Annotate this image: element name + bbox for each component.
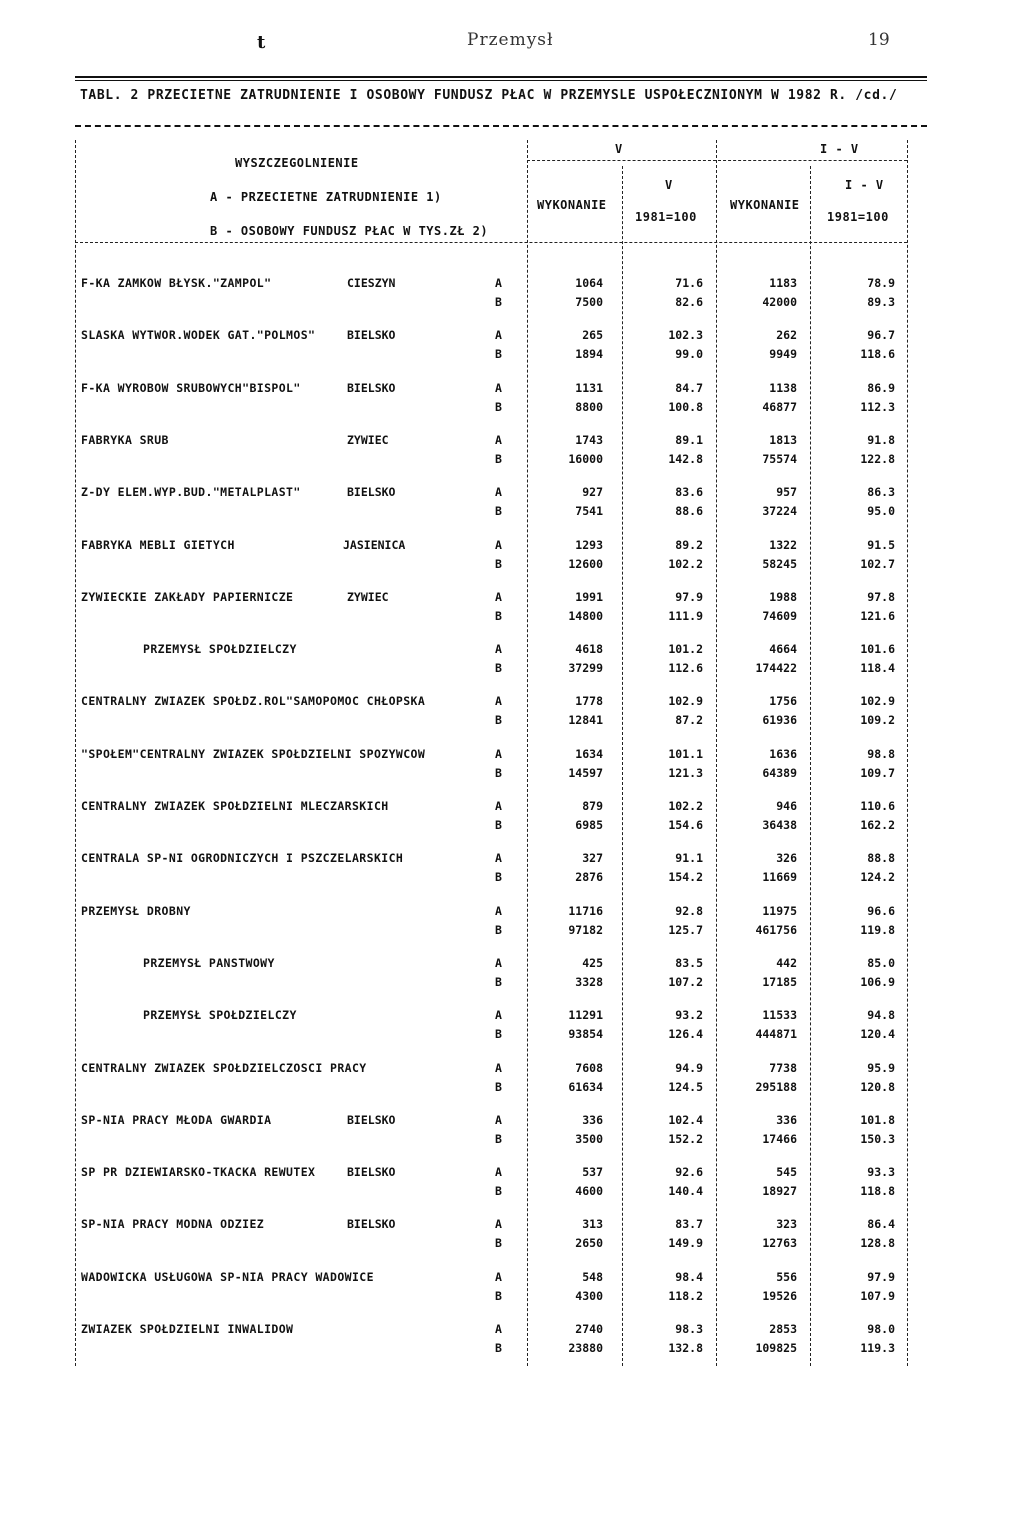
- cell-a: 93.3: [867, 1165, 895, 1179]
- cell-b: 99.0: [675, 347, 703, 361]
- row-label: PRZEMYSŁ SPOŁDZIELCZY: [143, 642, 297, 656]
- cell-a: 91.1: [675, 851, 703, 865]
- cell-b: 7541: [575, 504, 603, 518]
- cell-b: 152.2: [668, 1132, 703, 1146]
- cell-a: 101.2: [668, 642, 703, 656]
- row-key-b: B: [495, 923, 502, 937]
- cell-b: 87.2: [675, 713, 703, 727]
- cell-b: 124.2: [860, 870, 895, 884]
- cell-b: 97182: [568, 923, 603, 937]
- row-key-a: A: [495, 276, 502, 290]
- cell-b: 102.7: [860, 557, 895, 571]
- cell-b: 140.4: [668, 1184, 703, 1198]
- page-header-title: Przemysł: [467, 30, 554, 50]
- cell-a: 78.9: [867, 276, 895, 290]
- row-key-a: A: [495, 1061, 502, 1075]
- column-divider: [622, 166, 623, 1366]
- cell-a: 92.8: [675, 904, 703, 918]
- title-rule: [75, 125, 927, 127]
- cell-a: 98.8: [867, 747, 895, 761]
- cell-b: 14597: [568, 766, 603, 780]
- cell-a: 1991: [575, 590, 603, 604]
- table-title: TABL. 2 PRZECIETNE ZATRUDNIENIE I OSOBOWY FUNDUSZ PŁAC W PRZEMYSLE USPOŁECZNIONYM W 1982 R. /cd./: [80, 88, 898, 103]
- cell-b: 132.8: [668, 1341, 703, 1355]
- cell-b: 95.0: [867, 504, 895, 518]
- cell-a: 98.3: [675, 1322, 703, 1336]
- cell-b: 118.2: [668, 1289, 703, 1303]
- cell-b: 46877: [762, 400, 797, 414]
- cell-a: 1988: [769, 590, 797, 604]
- cell-a: 94.9: [675, 1061, 703, 1075]
- row-label: FABRYKA MEBLI GIETYCH: [81, 538, 235, 552]
- row-location: JASIENICA: [343, 538, 406, 552]
- row-key-b: B: [495, 818, 502, 832]
- cell-b: 121.3: [668, 766, 703, 780]
- row-label: PRZEMYSŁ SPOŁDZIELCZY: [143, 1008, 297, 1022]
- cell-a: 102.9: [860, 694, 895, 708]
- cell-b: 75574: [762, 452, 797, 466]
- row-key-b: B: [495, 609, 502, 623]
- cell-a: 83.6: [675, 485, 703, 499]
- cell-b: 88.6: [675, 504, 703, 518]
- row-location: BIELSKO: [347, 485, 396, 499]
- row-key-a: A: [495, 1113, 502, 1127]
- cell-b: 3500: [575, 1132, 603, 1146]
- cell-b: 2876: [575, 870, 603, 884]
- cell-a: 83.7: [675, 1217, 703, 1231]
- header-rule: [75, 242, 907, 243]
- cell-b: 162.2: [860, 818, 895, 832]
- row-location: ZYWIEC: [347, 590, 389, 604]
- cell-a: 101.1: [668, 747, 703, 761]
- row-label: FABRYKA SRUB: [81, 433, 169, 447]
- cell-a: 265: [582, 328, 603, 342]
- cell-a: 1813: [769, 433, 797, 447]
- row-key-a: A: [495, 1008, 502, 1022]
- cell-b: 154.2: [668, 870, 703, 884]
- cell-a: 91.5: [867, 538, 895, 552]
- row-key-b: B: [495, 452, 502, 466]
- cell-b: 89.3: [867, 295, 895, 309]
- cell-b: 17185: [762, 975, 797, 989]
- cell-b: 23880: [568, 1341, 603, 1355]
- row-location: BIELSKO: [347, 328, 396, 342]
- cell-a: 97.8: [867, 590, 895, 604]
- cell-a: 84.7: [675, 381, 703, 395]
- row-label: "SPOŁEM"CENTRALNY ZWIAZEK SPOŁDZIELNI SPOZYWCOW: [81, 747, 426, 761]
- cell-a: 336: [776, 1113, 797, 1127]
- cell-b: 126.4: [668, 1027, 703, 1041]
- cell-b: 174422: [755, 661, 797, 675]
- row-label: SP PR DZIEWIARSKO-TKACKA REWUTEX: [81, 1165, 316, 1179]
- row-key-b: B: [495, 1027, 502, 1041]
- row-label: WADOWICKA USŁUGOWA SP-NIA PRACY WADOWICE: [81, 1270, 374, 1284]
- cell-a: 1064: [575, 276, 603, 290]
- row-key-a: A: [495, 328, 502, 342]
- cell-a: 4664: [769, 642, 797, 656]
- cell-a: 97.9: [675, 590, 703, 604]
- row-key-a: A: [495, 433, 502, 447]
- cell-b: 118.4: [860, 661, 895, 675]
- row-label: CENTRALNY ZWIAZEK SPOŁDZ.ROL"SAMOPOMOC CHŁOPSKA: [81, 694, 426, 708]
- cell-b: 154.6: [668, 818, 703, 832]
- cell-a: 946: [776, 799, 797, 813]
- cell-a: 1293: [575, 538, 603, 552]
- header-wykonanie: WYKONANIE: [537, 198, 607, 212]
- row-key-b: B: [495, 1341, 502, 1355]
- cell-a: 262: [776, 328, 797, 342]
- row-key-a: A: [495, 1270, 502, 1284]
- row-label: SP-NIA PRACY MŁODA GWARDIA: [81, 1113, 272, 1127]
- cell-a: 97.9: [867, 1270, 895, 1284]
- cell-a: 1756: [769, 694, 797, 708]
- cell-a: 1138: [769, 381, 797, 395]
- sub-header-i-v: I - V: [845, 178, 884, 192]
- cell-a: 336: [582, 1113, 603, 1127]
- page-mark: t: [257, 32, 266, 53]
- row-location: ZYWIEC: [347, 433, 389, 447]
- cell-a: 101.8: [860, 1113, 895, 1127]
- cell-b: 17466: [762, 1132, 797, 1146]
- row-label: CENTRALA SP-NI OGRODNICZYCH I PSZCZELARSKICH: [81, 851, 404, 865]
- cell-a: 86.9: [867, 381, 895, 395]
- row-key-b: B: [495, 400, 502, 414]
- cell-a: 102.3: [668, 328, 703, 342]
- cell-b: 37224: [762, 504, 797, 518]
- cell-a: 11716: [568, 904, 603, 918]
- row-key-b: B: [495, 870, 502, 884]
- cell-a: 101.6: [860, 642, 895, 656]
- cell-b: 18927: [762, 1184, 797, 1198]
- top-rule-thin: [75, 80, 927, 81]
- cell-a: 7738: [769, 1061, 797, 1075]
- cell-a: 96.7: [867, 328, 895, 342]
- cell-a: 442: [776, 956, 797, 970]
- cell-a: 89.2: [675, 538, 703, 552]
- cell-a: 98.4: [675, 1270, 703, 1284]
- sub-header-v: V: [665, 178, 673, 192]
- row-label: F-KA WYROBOW SRUBOWYCH"BISPOL": [81, 381, 301, 395]
- stub-title: WYSZCZEGOLNIENIE: [235, 156, 359, 170]
- cell-a: 548: [582, 1270, 603, 1284]
- cell-b: 106.9: [860, 975, 895, 989]
- cell-a: 110.6: [860, 799, 895, 813]
- cell-a: 86.3: [867, 485, 895, 499]
- row-key-a: A: [495, 1322, 502, 1336]
- cell-b: 8800: [575, 400, 603, 414]
- row-label: Z-DY ELEM.WYP.BUD."METALPLAST": [81, 485, 301, 499]
- row-location: BIELSKO: [347, 1217, 396, 1231]
- cell-b: 142.8: [668, 452, 703, 466]
- cell-a: 1183: [769, 276, 797, 290]
- cell-a: 89.1: [675, 433, 703, 447]
- cell-b: 118.6: [860, 347, 895, 361]
- cell-b: 112.3: [860, 400, 895, 414]
- row-key-b: B: [495, 347, 502, 361]
- row-key-b: B: [495, 504, 502, 518]
- column-divider: [716, 140, 717, 1366]
- cell-a: 1778: [575, 694, 603, 708]
- cell-a: 879: [582, 799, 603, 813]
- cell-b: 11669: [762, 870, 797, 884]
- cell-b: 102.2: [668, 557, 703, 571]
- cell-a: 1131: [575, 381, 603, 395]
- column-divider: [527, 140, 528, 1366]
- cell-b: 444871: [755, 1027, 797, 1041]
- cell-b: 12841: [568, 713, 603, 727]
- cell-a: 1634: [575, 747, 603, 761]
- row-label: SP-NIA PRACY MODNA ODZIEZ: [81, 1217, 265, 1231]
- cell-b: 64389: [762, 766, 797, 780]
- row-label: F-KA ZAMKOW BŁYSK."ZAMPOL": [81, 276, 272, 290]
- cell-a: 1636: [769, 747, 797, 761]
- cell-b: 112.6: [668, 661, 703, 675]
- cell-a: 1743: [575, 433, 603, 447]
- cell-b: 7500: [575, 295, 603, 309]
- cell-a: 83.5: [675, 956, 703, 970]
- cell-b: 82.6: [675, 295, 703, 309]
- cell-b: 128.8: [860, 1236, 895, 1250]
- row-key-a: A: [495, 799, 502, 813]
- cell-a: 323: [776, 1217, 797, 1231]
- cell-a: 537: [582, 1165, 603, 1179]
- cell-a: 2853: [769, 1322, 797, 1336]
- cell-a: 327: [582, 851, 603, 865]
- cell-a: 86.4: [867, 1217, 895, 1231]
- cell-b: 74609: [762, 609, 797, 623]
- header-index: 1981=100: [827, 210, 889, 224]
- cell-a: 94.8: [867, 1008, 895, 1022]
- cell-a: 102.9: [668, 694, 703, 708]
- cell-b: 109.2: [860, 713, 895, 727]
- cell-a: 71.6: [675, 276, 703, 290]
- column-divider: [810, 166, 811, 1366]
- group-header-v: V: [615, 142, 623, 156]
- cell-b: 12763: [762, 1236, 797, 1250]
- cell-a: 102.4: [668, 1113, 703, 1127]
- cell-a: 545: [776, 1165, 797, 1179]
- cell-b: 2650: [575, 1236, 603, 1250]
- cell-b: 295188: [755, 1080, 797, 1094]
- cell-b: 93854: [568, 1027, 603, 1041]
- row-key-b: B: [495, 1080, 502, 1094]
- row-location: BIELSKO: [347, 381, 396, 395]
- row-location: CIESZYN: [347, 276, 396, 290]
- cell-b: 122.8: [860, 452, 895, 466]
- row-key-b: B: [495, 295, 502, 309]
- row-key-a: A: [495, 538, 502, 552]
- group-header-i-v: I - V: [820, 142, 859, 156]
- row-key-b: B: [495, 766, 502, 780]
- row-key-b: B: [495, 661, 502, 675]
- cell-a: 425: [582, 956, 603, 970]
- row-key-b: B: [495, 1236, 502, 1250]
- row-key-a: A: [495, 904, 502, 918]
- cell-b: 111.9: [668, 609, 703, 623]
- row-key-a: A: [495, 1165, 502, 1179]
- row-label: PRZEMYSŁ PANSTWOWY: [143, 956, 275, 970]
- table-border-left: [75, 140, 76, 1366]
- cell-a: 2740: [575, 1322, 603, 1336]
- cell-a: 98.0: [867, 1322, 895, 1336]
- cell-a: 96.6: [867, 904, 895, 918]
- cell-a: 957: [776, 485, 797, 499]
- cell-a: 11533: [762, 1008, 797, 1022]
- cell-b: 119.3: [860, 1341, 895, 1355]
- cell-b: 120.8: [860, 1080, 895, 1094]
- row-label: PRZEMYSŁ DROBNY: [81, 904, 191, 918]
- cell-b: 109825: [755, 1341, 797, 1355]
- row-key-b: B: [495, 557, 502, 571]
- cell-a: 11291: [568, 1008, 603, 1022]
- cell-a: 95.9: [867, 1061, 895, 1075]
- row-key-b: B: [495, 1289, 502, 1303]
- cell-b: 61634: [568, 1080, 603, 1094]
- cell-b: 19526: [762, 1289, 797, 1303]
- cell-a: 313: [582, 1217, 603, 1231]
- cell-b: 4300: [575, 1289, 603, 1303]
- cell-b: 107.2: [668, 975, 703, 989]
- row-key-a: A: [495, 694, 502, 708]
- cell-a: 7608: [575, 1061, 603, 1075]
- cell-b: 6985: [575, 818, 603, 832]
- cell-b: 100.8: [668, 400, 703, 414]
- header-rule: [527, 160, 907, 161]
- header-wykonanie: WYKONANIE: [730, 198, 800, 212]
- row-location: BIELSKO: [347, 1113, 396, 1127]
- row-label: CENTRALNY ZWIAZEK SPOŁDZIELNI MLECZARSKICH: [81, 799, 389, 813]
- row-key-a: A: [495, 590, 502, 604]
- cell-b: 4600: [575, 1184, 603, 1198]
- cell-b: 121.6: [860, 609, 895, 623]
- row-key-a: A: [495, 642, 502, 656]
- cell-b: 9949: [769, 347, 797, 361]
- row-key-b: B: [495, 1132, 502, 1146]
- row-key-a: A: [495, 851, 502, 865]
- cell-a: 556: [776, 1270, 797, 1284]
- top-rule: [75, 76, 927, 78]
- cell-b: 149.9: [668, 1236, 703, 1250]
- legend-b: B - OSOBOWY FUNDUSZ PŁAC W TYS.ZŁ 2): [210, 224, 489, 238]
- cell-b: 12600: [568, 557, 603, 571]
- cell-b: 58245: [762, 557, 797, 571]
- cell-b: 16000: [568, 452, 603, 466]
- cell-a: 11975: [762, 904, 797, 918]
- header-index: 1981=100: [635, 210, 697, 224]
- cell-b: 118.8: [860, 1184, 895, 1198]
- cell-b: 107.9: [860, 1289, 895, 1303]
- cell-b: 120.4: [860, 1027, 895, 1041]
- cell-b: 461756: [755, 923, 797, 937]
- row-key-b: B: [495, 713, 502, 727]
- row-key-a: A: [495, 485, 502, 499]
- cell-b: 37299: [568, 661, 603, 675]
- row-key-b: B: [495, 975, 502, 989]
- table-border-right: [907, 140, 908, 1366]
- cell-a: 1322: [769, 538, 797, 552]
- legend-a: A - PRZECIETNE ZATRUDNIENIE 1): [210, 190, 442, 204]
- data-table: [75, 140, 927, 1366]
- row-label: CENTRALNY ZWIAZEK SPOŁDZIELCZOSCI PRACY: [81, 1061, 367, 1075]
- row-label: SLASKA WYTWOR.WODEK GAT."POLMOS": [81, 328, 316, 342]
- row-key-b: B: [495, 1184, 502, 1198]
- page-number: 19: [868, 30, 890, 50]
- cell-b: 3328: [575, 975, 603, 989]
- cell-b: 125.7: [668, 923, 703, 937]
- cell-b: 109.7: [860, 766, 895, 780]
- cell-a: 927: [582, 485, 603, 499]
- cell-a: 102.2: [668, 799, 703, 813]
- cell-b: 119.8: [860, 923, 895, 937]
- cell-a: 88.8: [867, 851, 895, 865]
- cell-a: 92.6: [675, 1165, 703, 1179]
- row-key-a: A: [495, 381, 502, 395]
- row-label: ZWIAZEK SPOŁDZIELNI INWALIDOW: [81, 1322, 294, 1336]
- cell-a: 85.0: [867, 956, 895, 970]
- row-key-a: A: [495, 956, 502, 970]
- cell-b: 124.5: [668, 1080, 703, 1094]
- cell-b: 1894: [575, 347, 603, 361]
- cell-b: 36438: [762, 818, 797, 832]
- cell-a: 93.2: [675, 1008, 703, 1022]
- row-location: BIELSKO: [347, 1165, 396, 1179]
- cell-a: 91.8: [867, 433, 895, 447]
- cell-b: 42000: [762, 295, 797, 309]
- row-label: ZYWIECKIE ZAKŁADY PAPIERNICZE: [81, 590, 294, 604]
- cell-b: 61936: [762, 713, 797, 727]
- cell-b: 14800: [568, 609, 603, 623]
- row-key-a: A: [495, 1217, 502, 1231]
- row-key-a: A: [495, 747, 502, 761]
- cell-a: 4618: [575, 642, 603, 656]
- cell-b: 150.3: [860, 1132, 895, 1146]
- cell-a: 326: [776, 851, 797, 865]
